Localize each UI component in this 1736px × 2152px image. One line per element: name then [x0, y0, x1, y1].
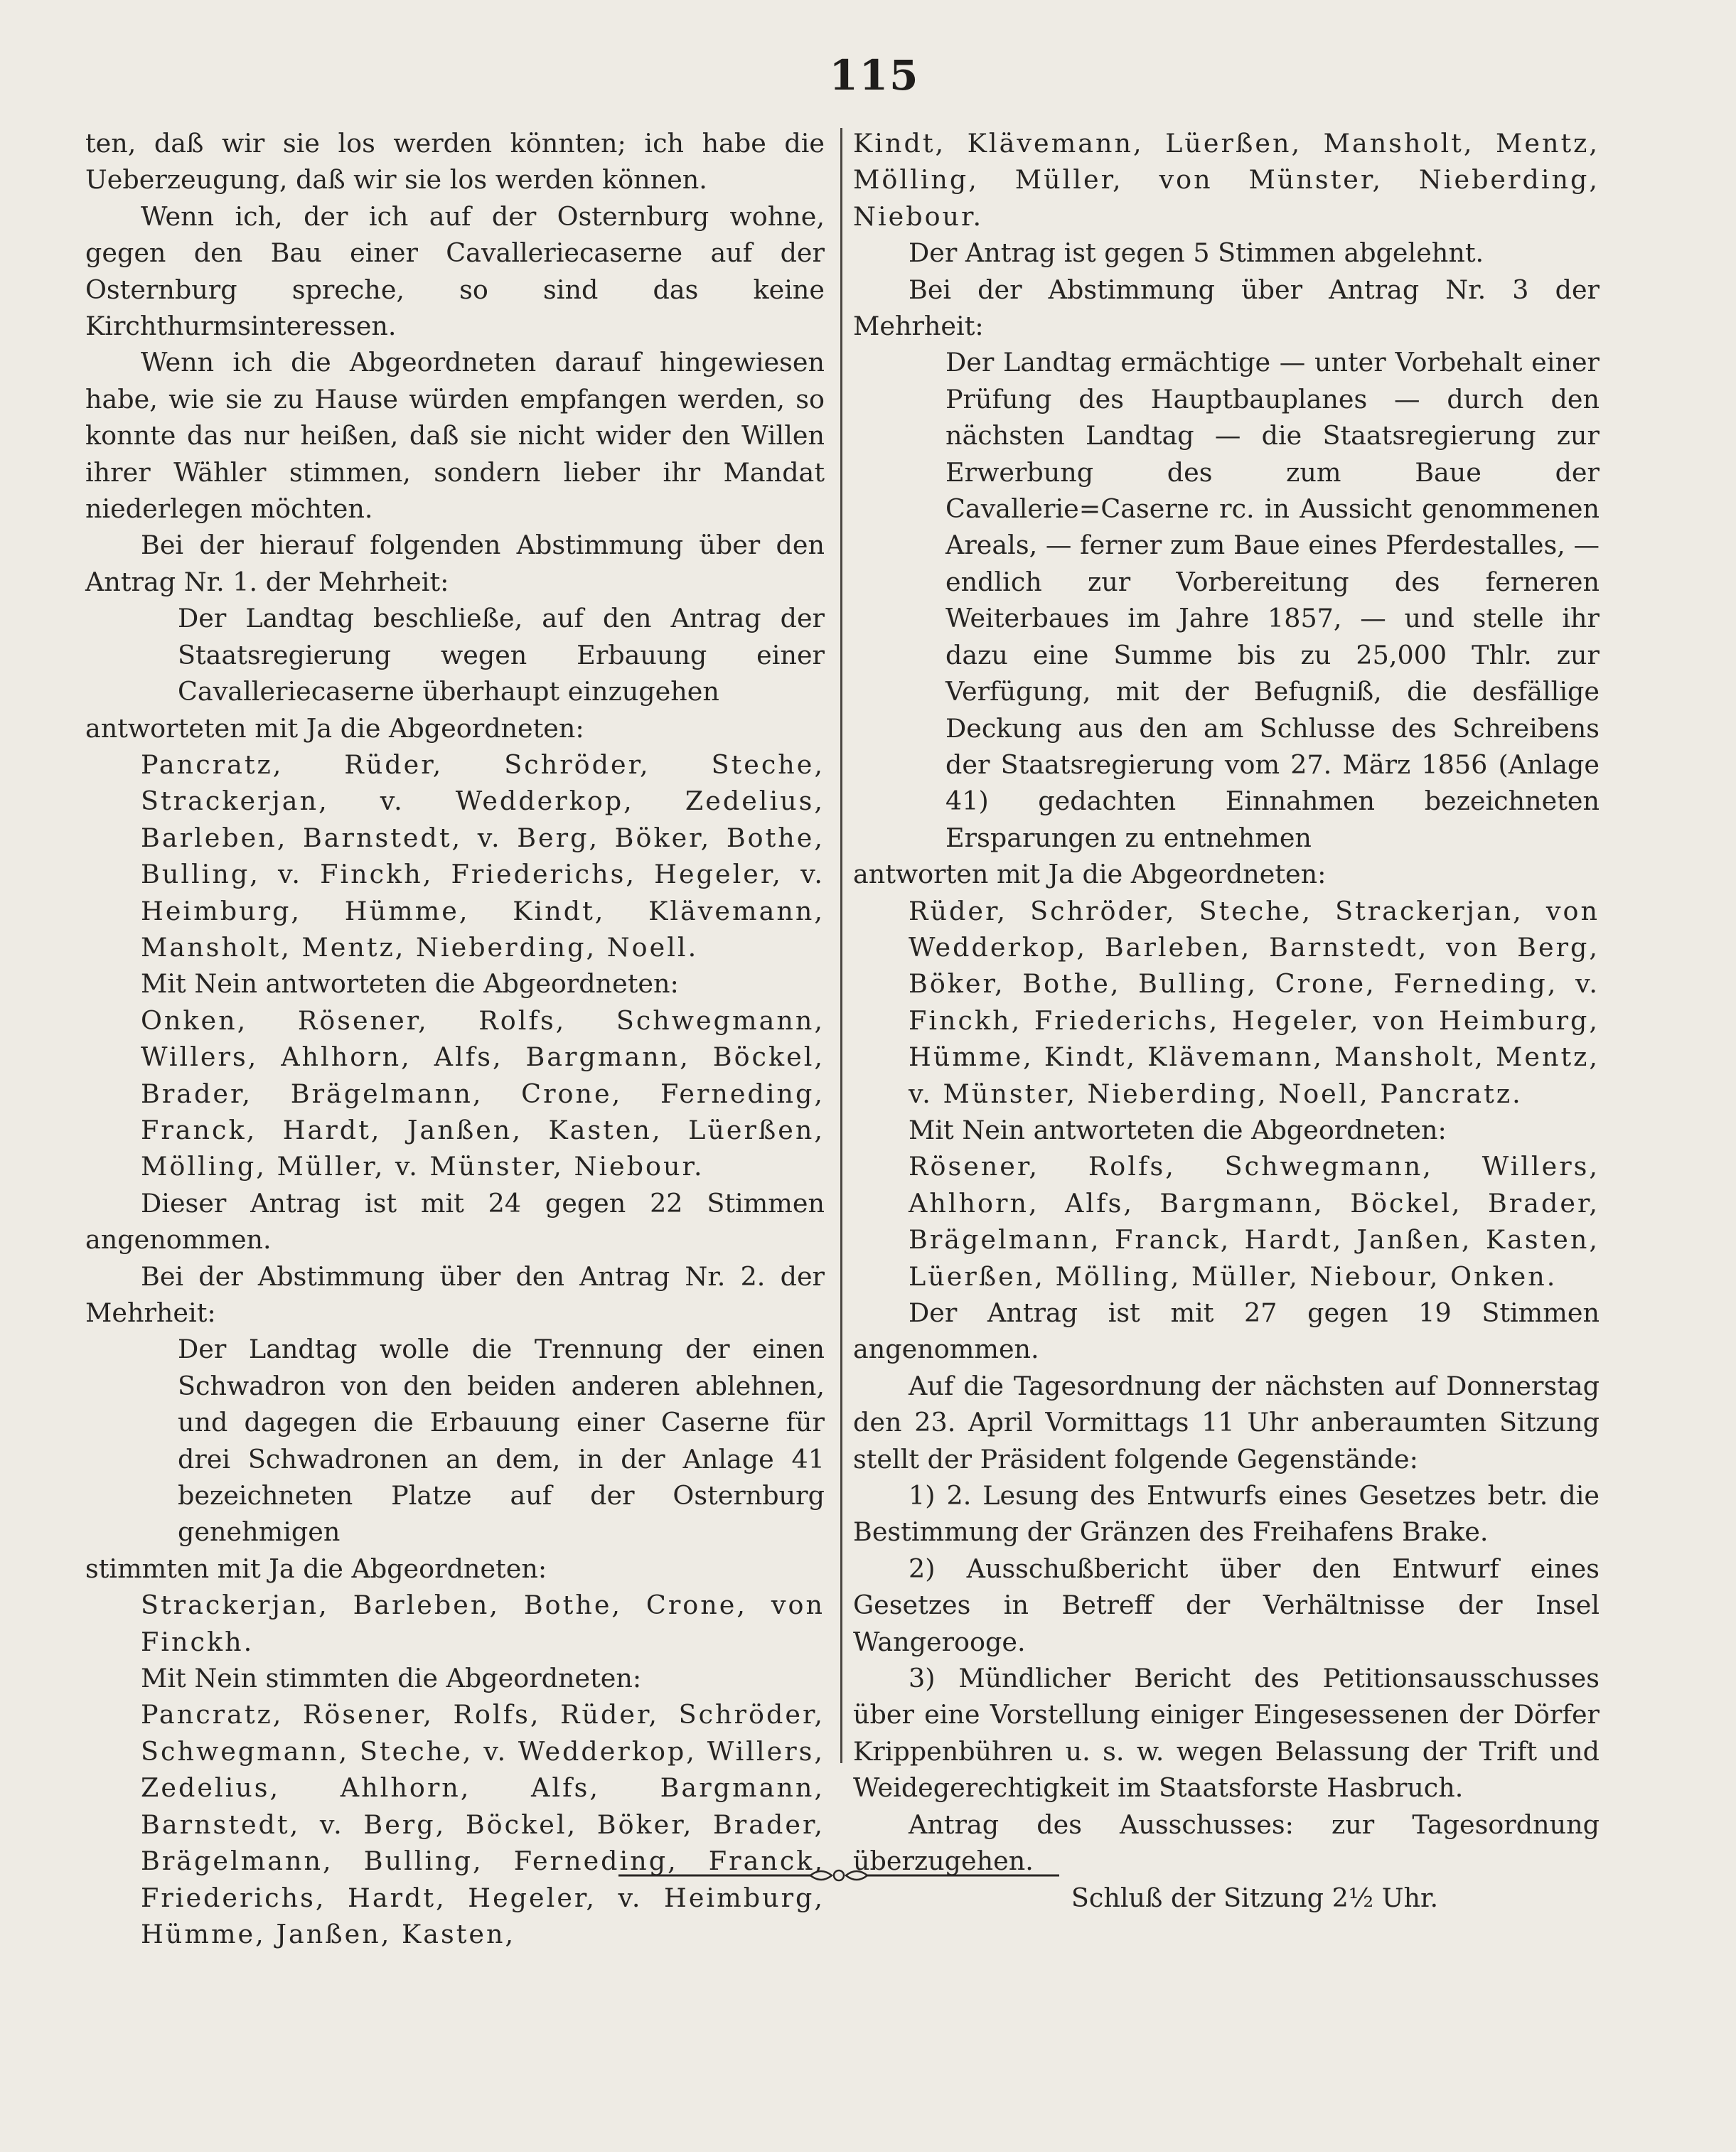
ornament-divider: [618, 1861, 1059, 1890]
vote-heading-yes: antworteten mit Ja die Abgeordneten:: [85, 712, 584, 744]
agenda-item: 2) Ausschußbericht über den Entwurf eines Gesetzes in Betreff der Verhältnisse der Insel Wangerooge.: [853, 1553, 1600, 1657]
name-list-no: Onken, Rösener, Rolfs, Schwegmann, Willers, Ahlhorn, Alfs, Bargmann, Böckel, Brader, Brägelmann, Crone, Ferneding, Franck, Hardt, Janßen, Kasten, Lüerßen, Mölling, Müller, v. Münster, Niebour.: [141, 1005, 825, 1182]
name-list-no: Pancratz, Rösener, Rolfs, Rüder, Schröder, Schwegmann, Steche, v. Wedderkop, Willers, Zedelius, Ahlhorn, Alfs, Bargmann, Barnstedt, v. Berg, Böckel, Böker, Brader, Brägelmann, Bulling, Ferneding, Franck, Friederichs, Hardt, Hegeler, v. Heimburg, Hümme, Janßen, Kasten,: [141, 1699, 825, 1949]
motion-text: Der Landtag wolle die Trennung der einen Schwadron von den beiden anderen ablehnen, und dagegen die Erbauung einer Caserne für drei Schwadronen an dem, in der Anlage 41 bezeichneten Platze auf der Osternburg genehmigen: [178, 1334, 825, 1548]
name-list-continued: Kindt, Klävemann, Lüerßen, Mansholt, Mentz, Mölling, Müller, von Münster, Nieberding, Niebour.: [853, 128, 1600, 232]
vote-heading-yes: antworten mit Ja die Abgeordneten:: [853, 859, 1327, 890]
paragraph: Wenn ich, der ich auf der Osternburg wohne, gegen den Bau einer Cavalleriecaserne auf der Osternburg spreche, so sind das keine Kirchthurmsinteressen.: [85, 200, 825, 342]
name-list-yes: Rüder, Schröder, Steche, Strackerjan, von Wedderkop, Barleben, Barnstedt, von Berg, Böker, Bothe, Bulling, Crone, Ferneding, v. Finckh, Friederichs, Hegeler, von Heimburg, Hümme, Kindt, Klävemann, Mansholt, Mentz, v. Münster, Nieberding, Noell, Pancratz.: [909, 895, 1600, 1109]
paragraph: ten, daß wir sie los werden könnten; ich habe die Ueberzeugung, daß wir sie los werden können.: [85, 128, 825, 196]
name-list-no: Rösener, Rolfs, Schwegmann, Willers, Ahlhorn, Alfs, Bargmann, Böckel, Brader, Brägelmann, Franck, Hardt, Janßen, Kasten, Lüerßen, Mölling, Müller, Niebour, Onken.: [909, 1151, 1600, 1292]
vote-heading-no: Mit Nein antworteten die Abgeordneten:: [909, 1114, 1447, 1145]
column-divider: [840, 128, 842, 1763]
agenda-intro: Auf die Tagesordnung der nächsten auf Donnerstag den 23. April Vormittags 11 Uhr anberaumten Sitzung stellt der Präsident folgende Gegenstände:: [853, 1370, 1600, 1474]
left-column: [85, 125, 825, 1952]
right-column: [853, 125, 1600, 1916]
name-list-yes: Strackerjan, Barleben, Bothe, Crone, von Finckh.: [141, 1590, 825, 1657]
vote-heading-no: Mit Nein antworteten die Abgeordneten:: [141, 968, 679, 1000]
vote-heading-yes: stimmten mit Ja die Abgeordneten:: [85, 1553, 547, 1584]
motion-text: Der Landtag ermächtige — unter Vorbehalt einer Prüfung des Hauptbauplanes — durch den nächsten Landtag — die Staatsregierung zur Erwerbung des zum Baue der Cavallerie=Caserne rc. in Aussicht genommenen Areals, — ferner zum Baue eines Pferdestalles, — endlich zur Vorbereitung des ferneren Weiterbaues im Jahre 1857, — und stelle ihr dazu eine Summe bis zu 25,000 Thlr. zur Verfügung, mit der Befugniß, die desfällige Deckung aus den am Schlusse des Schreibens der Staatsregierung vom 27. März 1856 (Anlage 41) gedachten Einnahmen bezeichneten Ersparungen zu entnehmen: [945, 347, 1600, 853]
agenda-item: 1) 2. Lesung des Entwurfs eines Gesetzes betr. die Bestimmung der Gränzen des Freihafens Brake.: [853, 1480, 1600, 1548]
vote-heading-no: Mit Nein stimmten die Abgeordneten:: [141, 1663, 642, 1694]
paragraph: Bei der Abstimmung über den Antrag Nr. 2. der Mehrheit:: [85, 1260, 825, 1328]
vote-result: Der Antrag ist mit 27 gegen 19 Stimmen angenommen.: [853, 1297, 1600, 1365]
motion-text: Der Landtag beschließe, auf den Antrag der Staatsregierung wegen Erbauung einer Cavalleriecaserne überhaupt einzugehen: [178, 603, 825, 707]
name-list-yes: Pancratz, Rüder, Schröder, Steche, Strackerjan, v. Wedderkop, Zedelius, Barleben, Barnstedt, v. Berg, Böker, Bothe, Bulling, v. Finckh, Friederichs, Hegeler, v. Heimburg, Hümme, Kindt, Klävemann, Mansholt, Mentz, Nieberding, Noell.: [141, 749, 825, 963]
committee-motion: Antrag des Ausschusses: zur Tagesordnung überzugehen.: [853, 1809, 1600, 1877]
session-closing: Schluß der Sitzung 2½ Uhr.: [1071, 1882, 1439, 1913]
paragraph: Bei der hierauf folgenden Abstimmung über den Antrag Nr. 1. der Mehrheit:: [85, 530, 825, 597]
paragraph: Bei der Abstimmung über Antrag Nr. 3 der Mehrheit:: [853, 274, 1600, 342]
paragraph: Wenn ich die Abgeordneten darauf hingewiesen habe, wie sie zu Hause würden empfangen werden, so konnte das nur heißen, daß sie nicht wider den Willen ihrer Wähler stimmen, sondern lieber ihr Mandat niederlegen möchten.: [85, 347, 825, 525]
vote-result: Dieser Antrag ist mit 24 gegen 22 Stimmen angenommen.: [85, 1187, 825, 1256]
page-number: 115: [829, 51, 920, 100]
agenda-item: 3) Mündlicher Bericht des Petitionsausschusses über eine Vorstellung einiger Eingesessenen der Dörfer Krippenbühren u. s. w. wegen Belassung der Trift und Weidegerechtigkeit im Staatsforste Hasbruch.: [853, 1663, 1600, 1804]
vote-result: Der Antrag ist gegen 5 Stimmen abgelehnt.: [909, 237, 1484, 269]
